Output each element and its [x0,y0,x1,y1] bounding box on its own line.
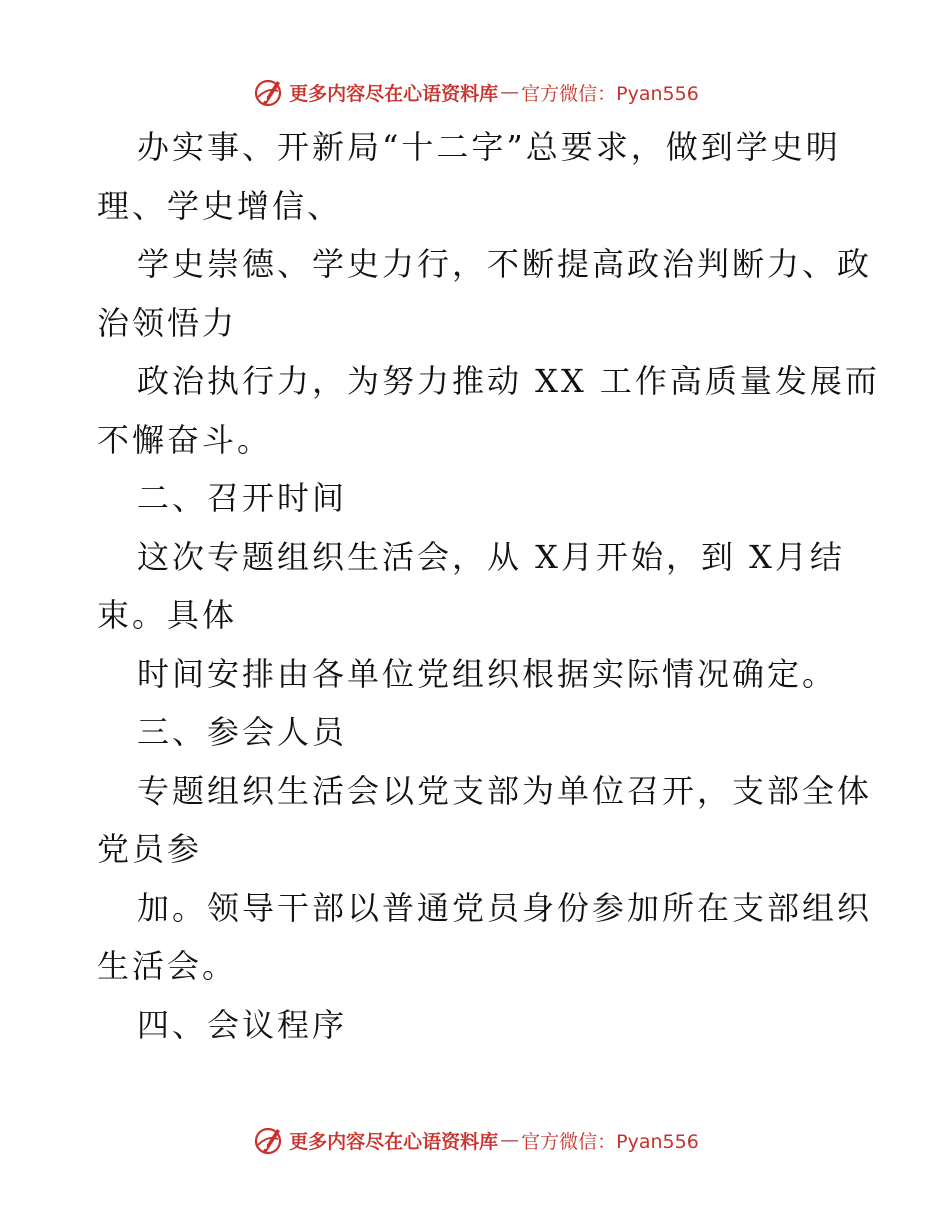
footer-slogan: 更多内容尽在心语资料库 [289,1130,499,1153]
body-line: 时间安排由各单位党组织根据实际情况确定。 [137,654,838,693]
section-heading: 二、召开时间 [137,479,348,517]
body-line: 理、学史增信、 [97,186,343,225]
footer-banner [0,1120,950,1160]
body-line: 这次专题组织生活会，从 X月开始，到 X月结 [137,537,845,576]
body-line: 加。领导干部以普通党员身份参加所在支部组织 [137,888,873,927]
body-line: 党员参 [97,830,203,868]
body-line: 学史崇德、学史力行，不断提高政治判断力、政 [137,245,873,283]
body-line: 政治执行力，为努力推动 XX 工作高质量发展而 [137,362,880,400]
body-line: 不懈奋斗。 [97,420,273,459]
document-body [97,118,880,1054]
body-line: 束。具体 [97,596,238,634]
section-heading: 三、参会人员 [137,713,348,751]
footer-dash: — [500,1129,520,1151]
header-wechat: 官方微信：Pyan556 [521,82,699,105]
footer-wechat: 官方微信：Pyan556 [521,1130,699,1153]
body-line: 专题组织生活会以党支部为单位召开，支部全体 [137,771,873,810]
body-line: 办实事、开新局“十二字”总要求，做到学史明 [137,128,841,166]
header-dash: — [500,81,520,103]
pen-globe-logo-icon [251,1123,285,1157]
header-slogan: 更多内容尽在心语资料库 [289,82,499,105]
header-banner [0,72,950,112]
section-heading: 四、会议程序 [137,1005,348,1044]
pen-globe-logo-icon [251,75,285,109]
body-line: 治领悟力 [97,303,238,342]
body-line: 生活会。 [97,947,238,985]
